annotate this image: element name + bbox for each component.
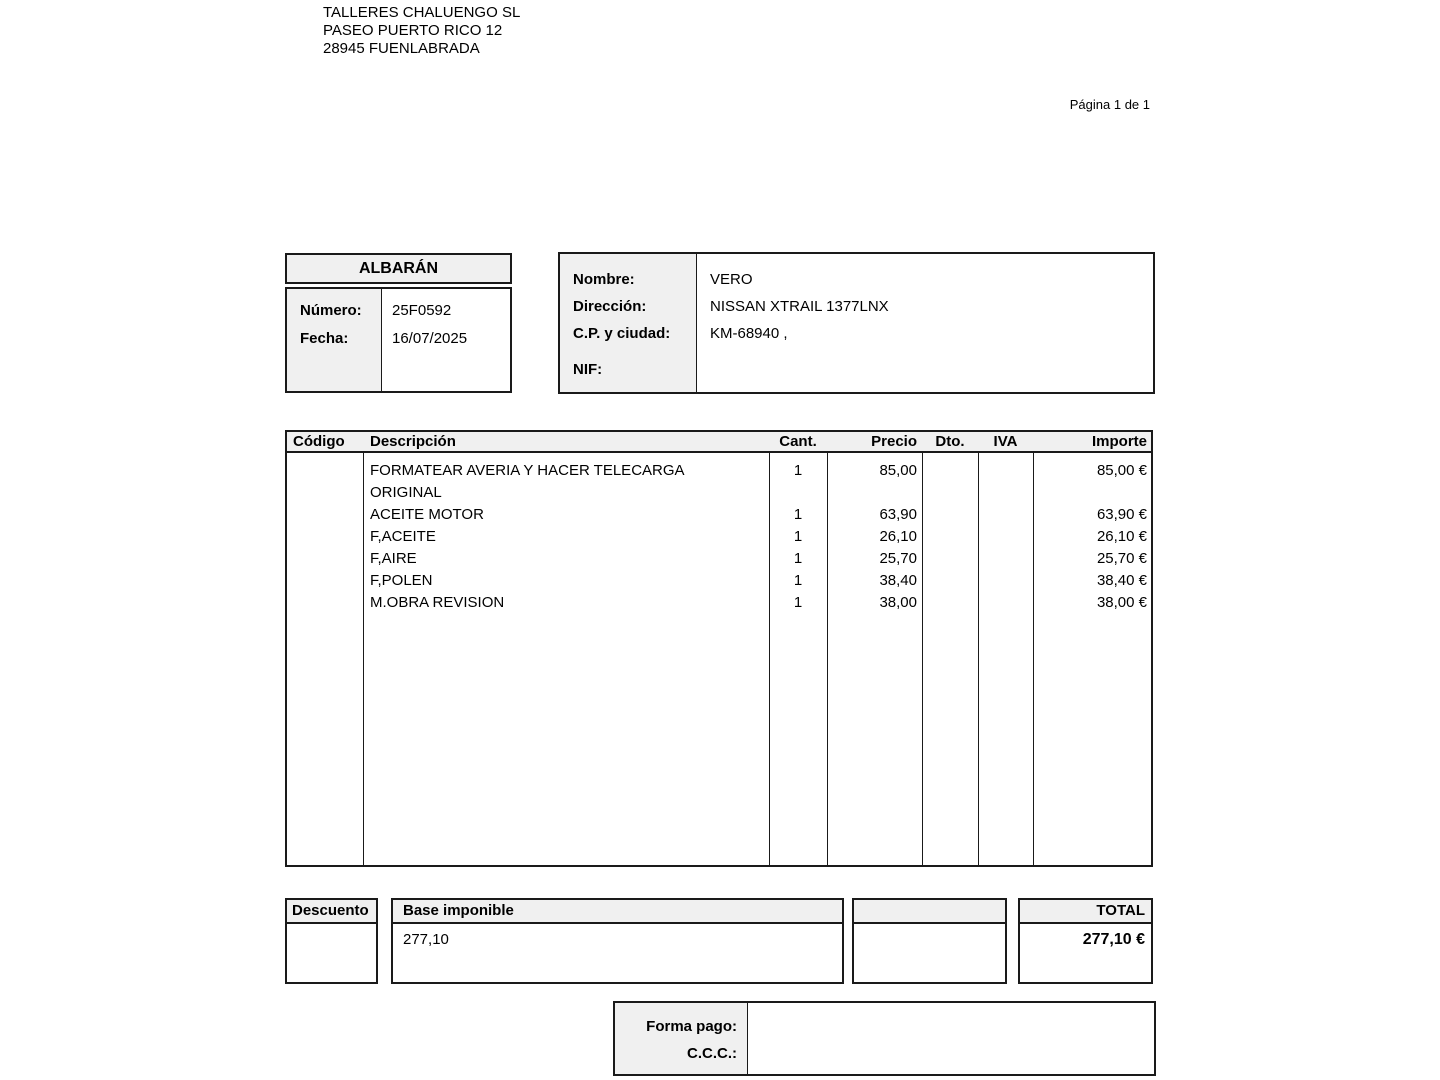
total-value: 277,10 €	[1082, 931, 1145, 948]
cell-dto	[922, 570, 978, 592]
forma-pago-label: Forma pago:	[646, 1018, 737, 1035]
albaran-title-box	[285, 253, 512, 284]
cell-descripcion: F,POLEN	[370, 572, 433, 589]
base-imponible-box	[391, 898, 844, 984]
cell-cant: 1	[793, 506, 803, 523]
base-imponible-value: 277,10	[403, 931, 449, 948]
cell-precio: 26,10	[879, 528, 917, 545]
cell-cant: 1	[793, 462, 803, 479]
cell-codigo	[287, 460, 363, 504]
cell-importe: 85,00 €	[1096, 462, 1147, 479]
cell-dto	[922, 526, 978, 548]
header-dto: Dto.	[935, 433, 965, 450]
cell-descripcion: FORMATEAR AVERIA Y HACER TELECARGA ORIGINAL	[370, 462, 684, 501]
fecha-value: 16/07/2025	[392, 330, 468, 347]
nombre-value: VERO	[710, 271, 753, 288]
blank-summary-value	[854, 924, 1005, 931]
items-rows	[287, 453, 1151, 614]
cell-iva	[978, 592, 1033, 614]
payment-values-column	[748, 1003, 1154, 1074]
cell-precio: 38,40	[879, 572, 917, 589]
cell-codigo	[287, 570, 363, 592]
cell-dto	[922, 548, 978, 570]
header-descripcion: Descripción	[370, 433, 456, 450]
descuento-value	[287, 924, 376, 931]
items-table-header	[285, 430, 1153, 453]
cell-dto	[922, 460, 978, 504]
cell-importe: 38,00 €	[1096, 594, 1147, 611]
cell-descripcion: F,ACEITE	[370, 528, 436, 545]
cp-ciudad-label: C.P. y ciudad:	[573, 325, 671, 342]
descuento-box	[285, 898, 378, 984]
cell-codigo	[287, 592, 363, 614]
cell-iva	[978, 548, 1033, 570]
cp-ciudad-value: KM-68940 ,	[710, 325, 788, 342]
items-table-body	[285, 453, 1153, 867]
direccion-value: NISSAN XTRAIL 1377LNX	[710, 298, 889, 315]
cell-codigo	[287, 548, 363, 570]
cell-importe: 38,40 €	[1096, 572, 1147, 589]
cell-dto	[922, 592, 978, 614]
total-box	[1018, 898, 1153, 984]
total-label: TOTAL	[1020, 900, 1151, 924]
base-imponible-label: Base imponible	[393, 900, 842, 924]
cell-descripcion: ACEITE MOTOR	[370, 506, 484, 523]
customer-values-column	[697, 254, 1153, 392]
cell-cant: 1	[793, 550, 803, 567]
table-row	[287, 460, 1151, 504]
cell-cant: 1	[793, 572, 803, 589]
header-codigo: Código	[293, 433, 345, 450]
table-row	[287, 526, 1151, 548]
cell-dto	[922, 504, 978, 526]
table-row	[287, 548, 1151, 570]
header-precio: Precio	[871, 433, 917, 450]
payment-labels-column	[615, 1003, 748, 1074]
cell-codigo	[287, 504, 363, 526]
cell-descripcion: F,AIRE	[370, 550, 417, 567]
cell-precio: 63,90	[879, 506, 917, 523]
cell-cant: 1	[793, 594, 803, 611]
numero-label: Número:	[300, 302, 362, 319]
albaran-labels-column	[287, 289, 382, 391]
cell-iva	[978, 570, 1033, 592]
albaran-title: ALBARÁN	[358, 260, 439, 277]
table-row	[287, 592, 1151, 614]
cell-iva	[978, 460, 1033, 504]
payment-box	[613, 1001, 1156, 1076]
albaran-values-column	[382, 289, 510, 391]
cell-importe: 25,70 €	[1096, 550, 1147, 567]
nombre-label: Nombre:	[573, 271, 635, 288]
fecha-label: Fecha:	[300, 330, 349, 347]
company-city: 28945 FUENLABRADA	[323, 40, 480, 57]
cell-cant: 1	[793, 528, 803, 545]
page-indicator: Página 1 de 1	[1069, 97, 1150, 112]
nif-label: NIF:	[573, 361, 603, 378]
cell-iva	[978, 526, 1033, 548]
albaran-details-box	[285, 287, 512, 393]
cell-importe: 26,10 €	[1096, 528, 1147, 545]
customer-labels-column	[560, 254, 697, 392]
direccion-label: Dirección:	[573, 298, 647, 315]
cell-precio: 38,00	[879, 594, 917, 611]
customer-box	[558, 252, 1155, 394]
header-cant: Cant.	[779, 433, 817, 450]
header-importe: Importe	[1091, 433, 1147, 450]
cell-importe: 63,90 €	[1096, 506, 1147, 523]
numero-value: 25F0592	[392, 302, 452, 319]
cell-precio: 25,70	[879, 550, 917, 567]
descuento-label: Descuento	[287, 900, 376, 924]
company-street: PASEO PUERTO RICO 12	[323, 22, 503, 39]
cell-iva	[978, 504, 1033, 526]
blank-summary-box	[852, 898, 1007, 984]
ccc-label: C.C.C.:	[687, 1045, 737, 1062]
company-name: TALLERES CHALUENGO SL	[323, 4, 521, 21]
blank-summary-label	[854, 900, 1005, 924]
cell-precio: 85,00	[879, 462, 917, 479]
header-iva: IVA	[993, 433, 1018, 450]
cell-descripcion: M.OBRA REVISION	[370, 594, 505, 611]
table-row	[287, 570, 1151, 592]
company-address-block	[323, 4, 520, 58]
cell-codigo	[287, 526, 363, 548]
table-row	[287, 504, 1151, 526]
